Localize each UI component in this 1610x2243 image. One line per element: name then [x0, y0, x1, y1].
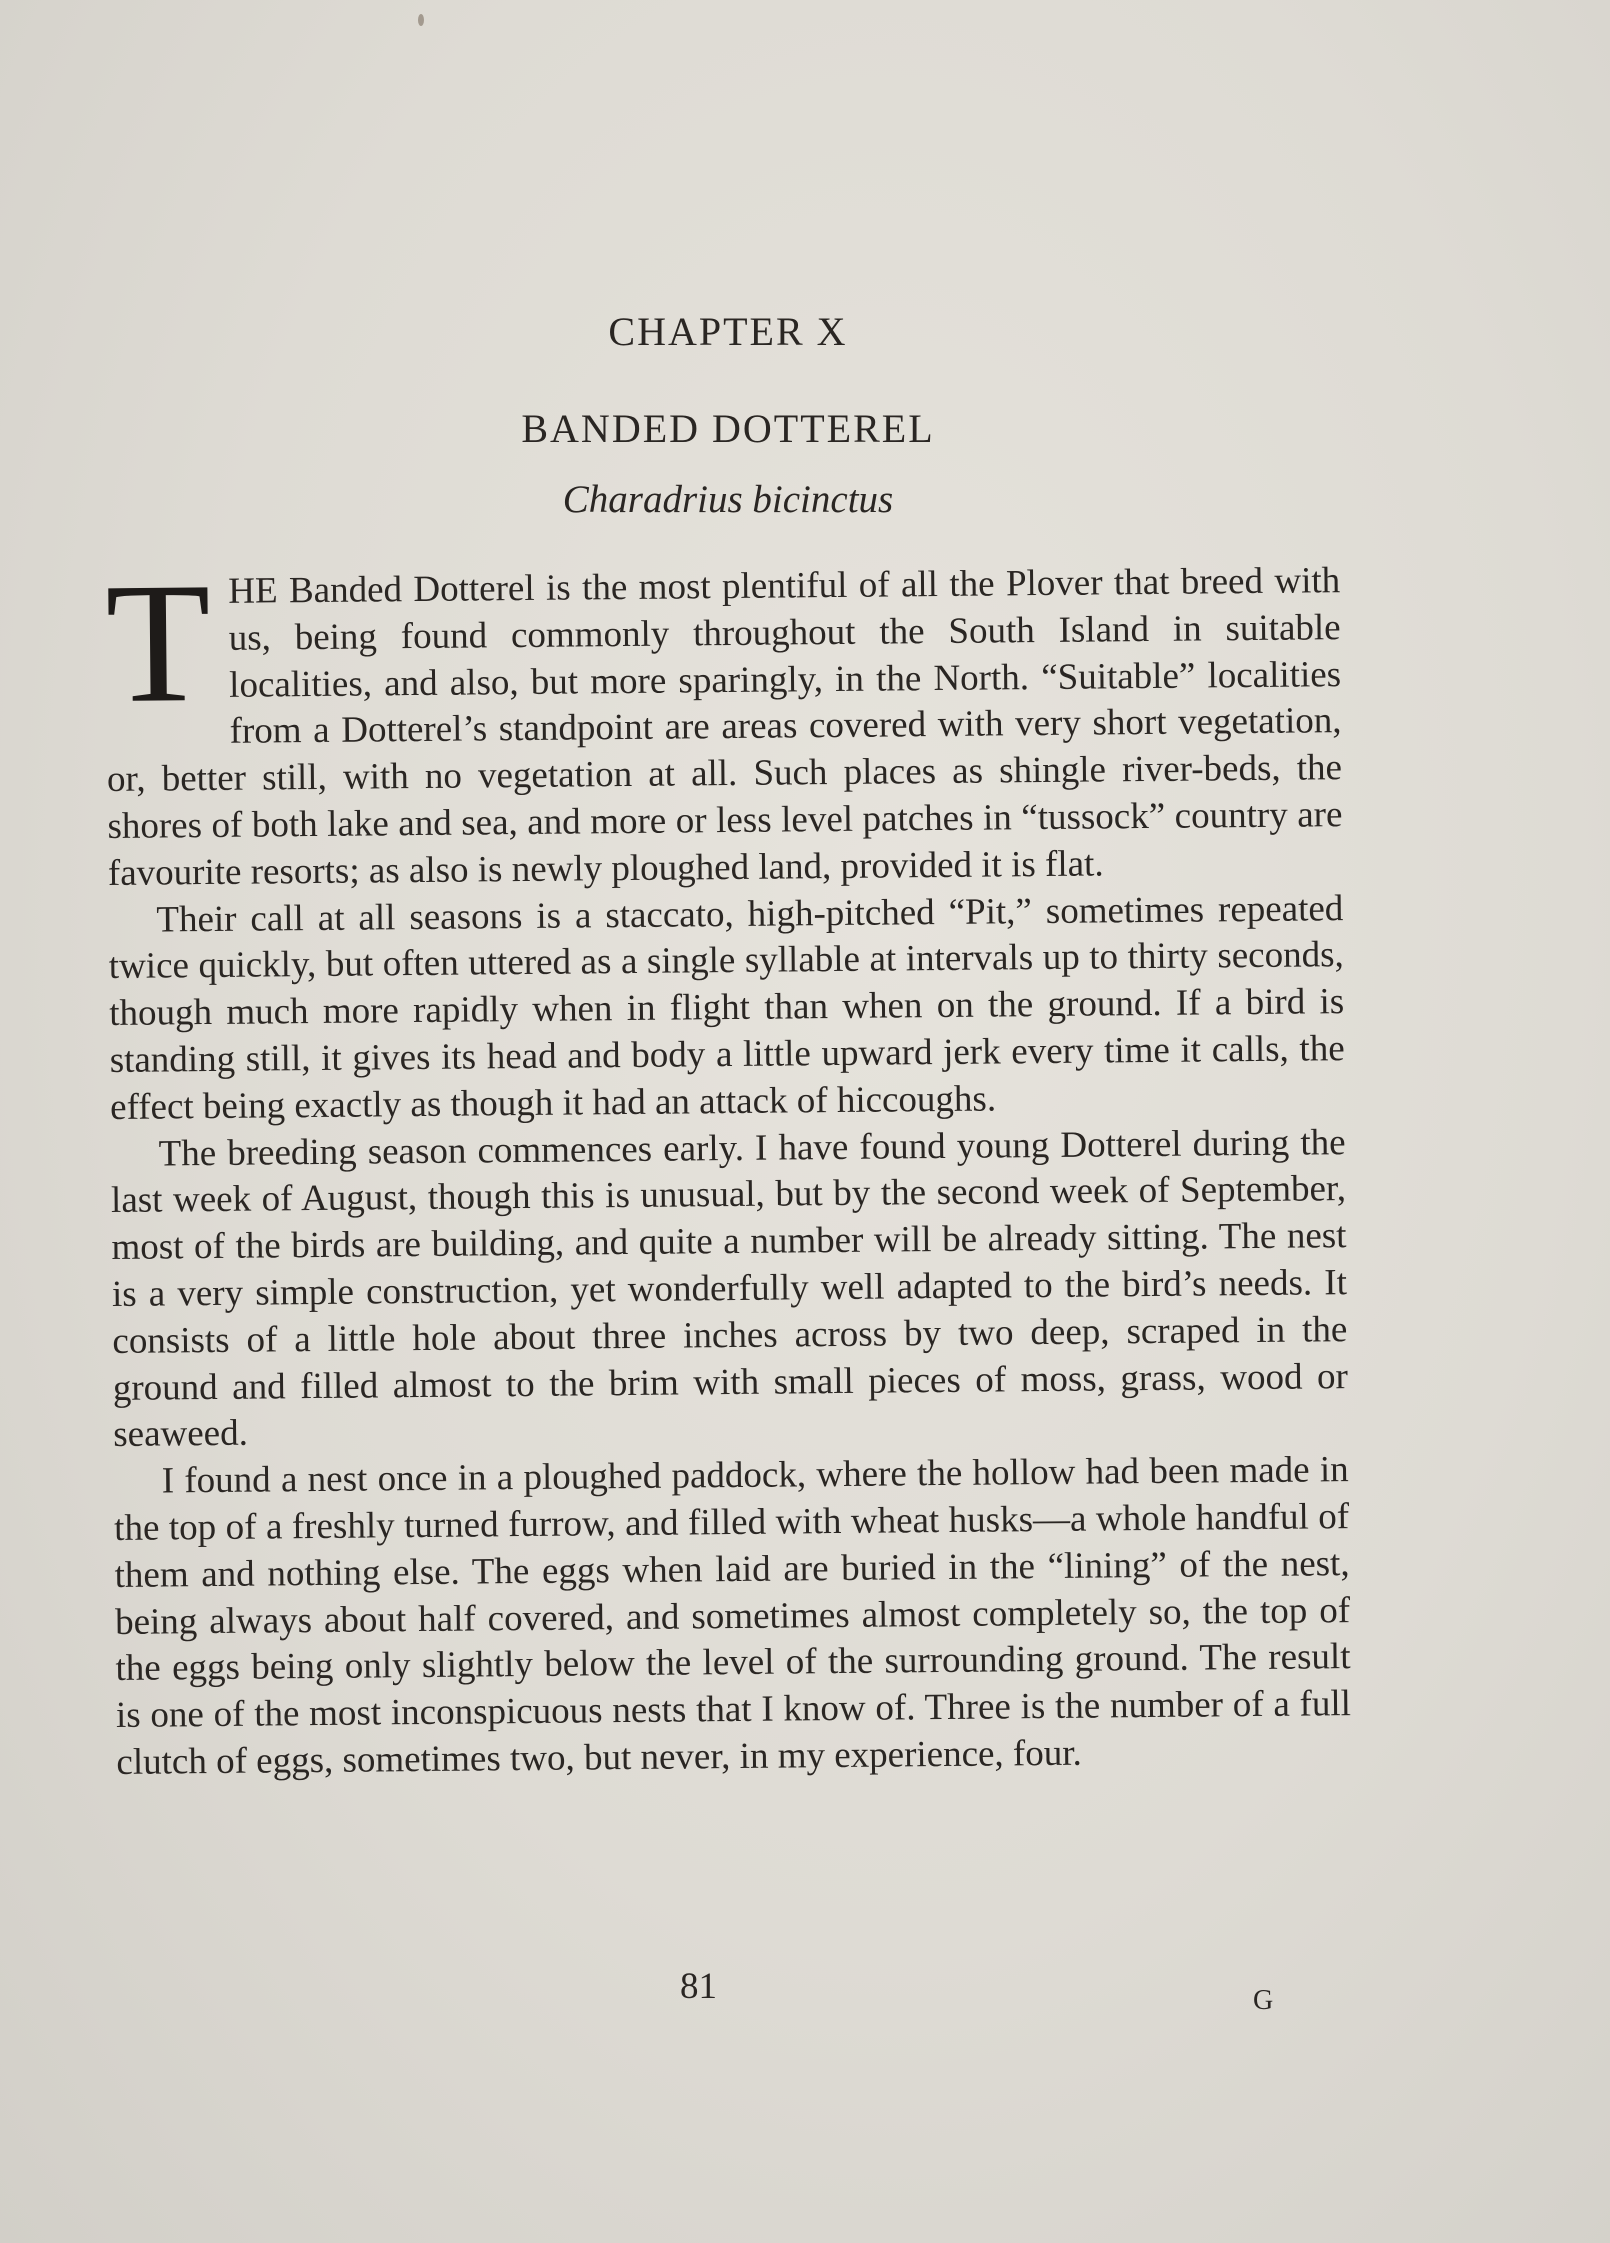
paragraph-3: The breeding season commences early. I have found young Dotterel during the last week of August, though this is unusual, but by the second week of September, most of the birds are building, and quite a number will be already sitting. The nest is a very simple construction, yet wonderfully well adapted to the bird’s needs. It consists of a little hole about three inches across by two deep, scraped in the ground and filled almost to the brim with small pieces of moss, grass, wood or seaweed. — [110, 1121, 1348, 1456]
chapter-heading: CHAPTER X — [608, 309, 848, 354]
paragraph-1-text: HE Banded Dotterel is the most plentiful of all the Plover that breed with us, being found commonly throughout the South Island in suitable localities, and also, but more sparingly, in the North. “Suitable” localities from a Dotterel’s standpoint are areas covered with very short vegetation, or, better still, with no vegetation at all. Such places as shingle river-beds, the shores of both lake and sea, and more or less level patches in “tussock” country are favourite resorts; as also is newly ploughed land, provided it is flat. — [106, 560, 1343, 894]
drop-cap: T — [104, 547, 212, 739]
page-number: 81 — [680, 1966, 717, 2007]
paragraph-1 — [104, 547, 1343, 897]
signature-mark: G — [1253, 1985, 1274, 2016]
scientific-name: Charadrius bicinctus — [562, 478, 894, 521]
paragraph-4: I found a nest once in a ploughed paddock, where the hollow had been made in the top of a freshly turned furrow, and filled with wheat husks—a whole handful of them and nothing else. The eggs when laid are buried in the “lining” of the nest, being always about half covered, and sometimes almost completely so, the top of the eggs being only slightly below the level of the surrounding ground. The result is one of the most inconspicuous nests that I know of. Three is the number of a full clutch of eggs, sometimes two, but never, in my experience, four. — [114, 1449, 1352, 1783]
chapter-title: BANDED DOTTEREL — [521, 406, 935, 451]
paper-speck — [418, 14, 424, 26]
paragraph-2: Their call at all seasons is a staccato, high-pitched “Pit,” sometimes repeated twice quickly, but often uttered as a single syllable at intervals up to thirty seconds, though much more rapidly when in flight than when on the ground. If a bird is standing still, it gives its head and body a little upward jerk every time it calls, the effect being exactly as though it had an attack of hiccoughs. — [108, 887, 1345, 1128]
body-text — [104, 547, 1352, 1787]
